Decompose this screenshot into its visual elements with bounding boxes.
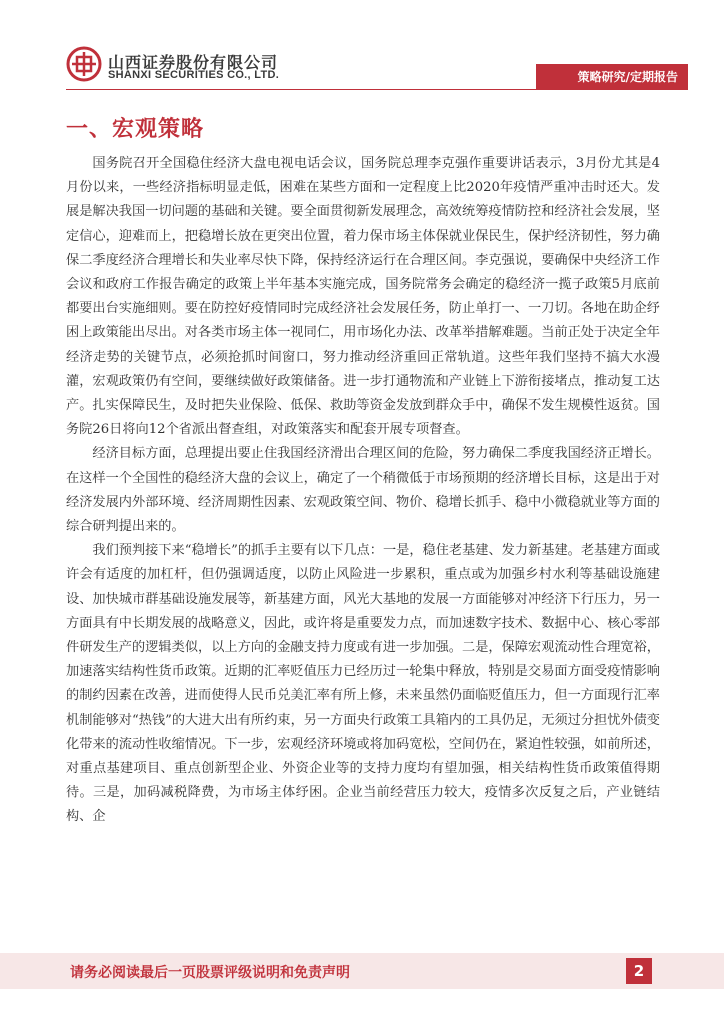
report-type-tag: 策略研究/定期报告 bbox=[536, 64, 688, 90]
footer-disclaimer: 请务必阅读最后一页股票评级说明和免责声明 bbox=[70, 965, 350, 981]
company-logo-icon bbox=[66, 46, 102, 82]
company-name-en: SHANXI SECURITIES CO., LTD. bbox=[108, 69, 280, 81]
paragraph: 我们预判接下来“稳增长”的抓手主要有以下几点：一是，稳住老基建、发力新基建。老基建方面或许会有适度的加杠杆，但仍强调适度，以防止风险进一步累积，重点或为加强乡村水利等基础设施建设、加快城市群基础设施发展等，新基建方面，风光大基地的发展一方面能够对冲经济下行压力，另一方面具有中长期发展的战略意义，因此，或许将是重要发力点，而加速数字技术、数据中心、核心零部件研发生产的逻辑类似，以上方向的金融支持力度或有进一步加强。二是，保障宏观流动性合理宽裕，加速落实结构性货币政策。近期的汇率贬值压力已经历过一轮集中释放，特别是交易面方面受疫情影响的制约因素在改善，进而使得人民币兑美汇率有所上修，未来虽然仍面临贬值压力，但一方面现行汇率机制能够对“热钱”的大进大出有所约束，另一方面央行政策工具箱内的工具仍足，无须过分担忧外债变化带来的流动性收缩情况。下一步，宏观经济环境或将加码宽松，空间仍在，紧迫性较强，如前所述，对重点基建项目、重点创新型企业、外资企业等的支持力度均有望加强，相关结构性货币政策值得期待。三是，加码减税降费，为市场主体纾困。企业当前经营压力较大，疫情多次反复之后，产业链结构、企 bbox=[66, 543, 660, 825]
paragraph: 国务院召开全国稳住经济大盘电视电话会议，国务院总理李克强作重要讲话表示，3月份尤其是4月份以来，一些经济指标明显走低，困难在某些方面和一定程度上比2020年疫情严重冲击时还大。发展是解决我国一切问题的基础和关键。要全面贯彻新发展理念，高效统筹疫情防控和经济社会发展，坚定信心，迎难而上，把稳增长放在更突出位置，着力保市场主体保就业保民生，保护经济韧性，努力确保二季度经济合理增长和失业率尽快下降，保持经济运行在合理区间。李克强说，要确保中央经济工作会议和政府工作报告确定的政策上半年基本实施完成，国务院常务会确定的稳经济一揽子政策5月底前都要出台实施细则。要在防控好疫情同时完成经济社会发展任务，防止单打一、一刀切。各地在助企纾困上政策能出尽出。对各类市场主体一视同仁，用市场化办法、改革举措解难题。当前正处于决定全年经济走势的关键节点，必须抢抓时间窗口，努力推动经济重回正常轨道。这些年我们坚持不搞大水漫灌，宏观政策仍有空间，要继续做好政策储备。进一步打通物流和产业链上下游衔接堵点，推动复工达产。扎实保障民生，及时把失业保险、低保、救助等资金发放到群众手中，确保不发生规模性返贫。国务院26日将向12个省派出督查组，对政策落实和配套开展专项督查。 bbox=[66, 156, 660, 438]
body-text bbox=[66, 152, 660, 830]
section-title: 一、宏观策略 bbox=[66, 117, 205, 142]
page-header bbox=[0, 0, 724, 96]
page-number: 2 bbox=[626, 958, 652, 984]
header-divider bbox=[66, 89, 688, 90]
company-name-cn: 山西证券股份有限公司 bbox=[108, 53, 279, 72]
paragraph: 经济目标方面，总理提出要止住我国经济滑出合理区间的危险，努力确保二季度我国经济正增长。在这样一个全国性的稳经济大盘的会议上，确定了一个稍微低于市场预期的经济增长目标，这是出于对经济发展内外部环境、经济周期性因素、宏观政策空间、物价、稳增长抓手、稳中小微稳就业等方面的综合研判提出来的。 bbox=[66, 446, 660, 535]
